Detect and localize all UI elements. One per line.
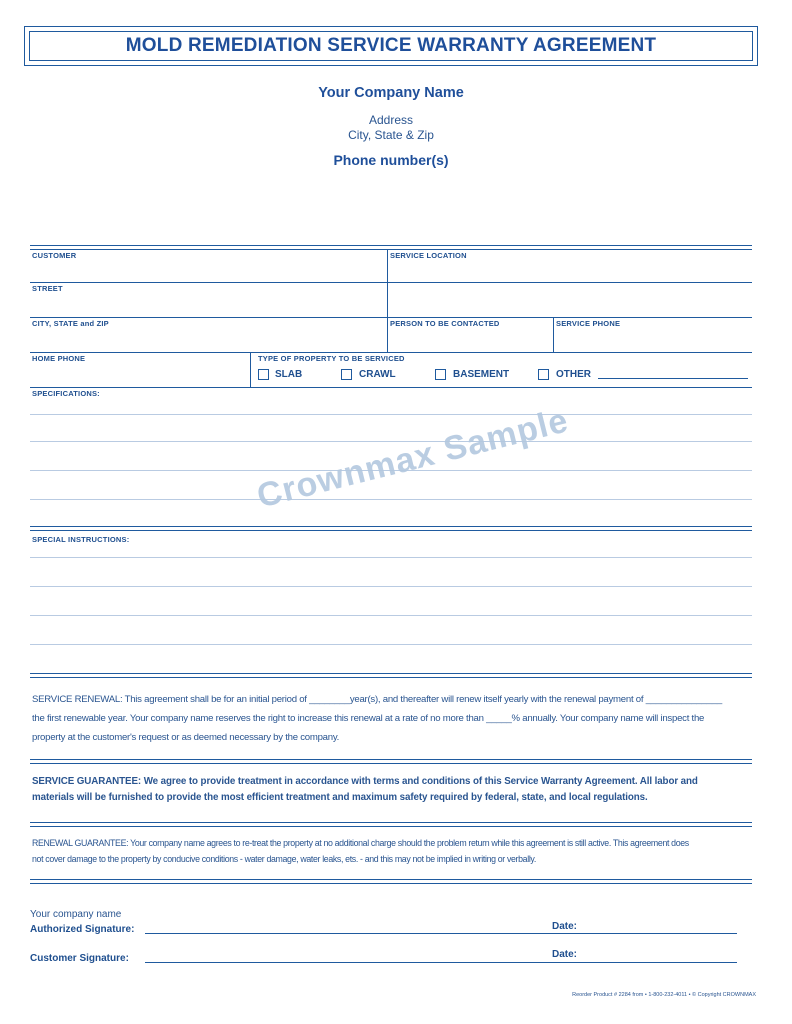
grid-divider: [387, 249, 388, 317]
footer-reorder-text: Reorder Product # 2284 from • 1-800-232-4011 • © Copyright CROWNMAX: [572, 992, 756, 998]
grid-divider: [250, 352, 251, 387]
service-guarantee-line-2: materials will be furnished to provide the most efficient treatment and maximum safety required by federal, state, and local regulations.: [32, 792, 648, 803]
instructions-line-4[interactable]: [30, 644, 752, 645]
authorized-signature-line[interactable]: [145, 933, 737, 934]
section-divider: [30, 759, 752, 764]
sample-watermark: Crownmax Sample: [253, 401, 573, 516]
service-guarantee-line-1: SERVICE GUARANTEE: We agree to provide treatment in accordance with terms and conditions of this Service Warranty Agreement. All labor and: [32, 776, 698, 787]
company-city-state-zip: City, State & Zip: [348, 128, 434, 142]
crawl-checkbox[interactable]: [341, 369, 352, 380]
customer-signature-line[interactable]: [145, 962, 737, 963]
renewal-guarantee-line-1: RENEWAL GUARANTEE: Your company name agrees to re-treat the property at no additional charge should the problem return while this agreement is still active. This agreement does: [32, 838, 689, 848]
form-title: MOLD REMEDIATION SERVICE WARRANTY AGREEMENT: [29, 31, 753, 61]
renewal-guarantee-line-2: not cover damage to the property by conducive conditions - water damage, water leaks, ets. - and this may not be implied in writing or verbally.: [32, 854, 536, 864]
special-instructions-label: SPECIAL INSTRUCTIONS:: [32, 535, 130, 544]
authorized-signature-label: Authorized Signature:: [30, 924, 135, 935]
city-state-zip-label: CITY, STATE and ZIP: [32, 319, 109, 328]
section-divider: [30, 526, 752, 531]
service-renewal-line-1: SERVICE RENEWAL: This agreement shall be for an initial period of ________year(s), and thereafter will renew itself yearly with the renewal payment of _______________: [32, 694, 722, 705]
grid-row-divider: [30, 317, 752, 318]
service-renewal-line-2: the first renewable year. Your company name reserves the right to increase this renewal at a rate of no more than _____% annually. Your company name will inspect the: [32, 713, 705, 724]
grid-top-divider: [30, 245, 752, 250]
date-label-1: Date:: [552, 921, 578, 932]
customer-signature-label: Customer Signature:: [30, 953, 129, 964]
other-input-line[interactable]: [598, 378, 748, 379]
service-phone-label: SERVICE PHONE: [556, 319, 621, 328]
grid-row-divider: [30, 352, 752, 353]
crawl-label: CRAWL: [359, 369, 396, 380]
service-location-label: SERVICE LOCATION: [390, 251, 467, 260]
slab-checkbox[interactable]: [258, 369, 269, 380]
basement-checkbox[interactable]: [435, 369, 446, 380]
grid-divider: [553, 317, 554, 352]
section-divider: [30, 822, 752, 827]
person-to-contact-label: PERSON TO BE CONTACTED: [390, 319, 500, 328]
home-phone-label: HOME PHONE: [32, 354, 86, 363]
property-type-label: TYPE OF PROPERTY TO BE SERVICED: [258, 354, 405, 363]
other-checkbox[interactable]: [538, 369, 549, 380]
grid-divider: [387, 317, 388, 352]
section-divider: [30, 673, 752, 678]
instructions-line-1[interactable]: [30, 557, 752, 558]
title-box: [24, 26, 758, 66]
slab-label: SLAB: [275, 369, 303, 380]
instructions-line-2[interactable]: [30, 586, 752, 587]
company-address: Address: [368, 113, 414, 127]
section-divider: [30, 879, 752, 884]
other-label: OTHER: [556, 369, 591, 380]
company-name: Your Company Name: [318, 85, 464, 101]
spec-line-1[interactable]: [30, 414, 752, 415]
basement-label: BASEMENT: [453, 369, 510, 380]
section-divider: [30, 387, 752, 388]
street-label: STREET: [32, 284, 63, 293]
spec-line-4[interactable]: [30, 499, 752, 500]
instructions-line-3[interactable]: [30, 615, 752, 616]
service-renewal-line-3: property at the customer's request or as deemed necessary by the company.: [32, 732, 340, 743]
company-phone: Phone number(s): [333, 152, 449, 168]
signature-company-name: Your company name: [30, 909, 122, 920]
customer-label: CUSTOMER: [32, 251, 77, 260]
specifications-label: SPECIFICATIONS:: [32, 389, 100, 398]
date-label-2: Date:: [552, 949, 578, 960]
spec-line-2[interactable]: [30, 441, 752, 442]
grid-row-divider: [30, 282, 752, 283]
